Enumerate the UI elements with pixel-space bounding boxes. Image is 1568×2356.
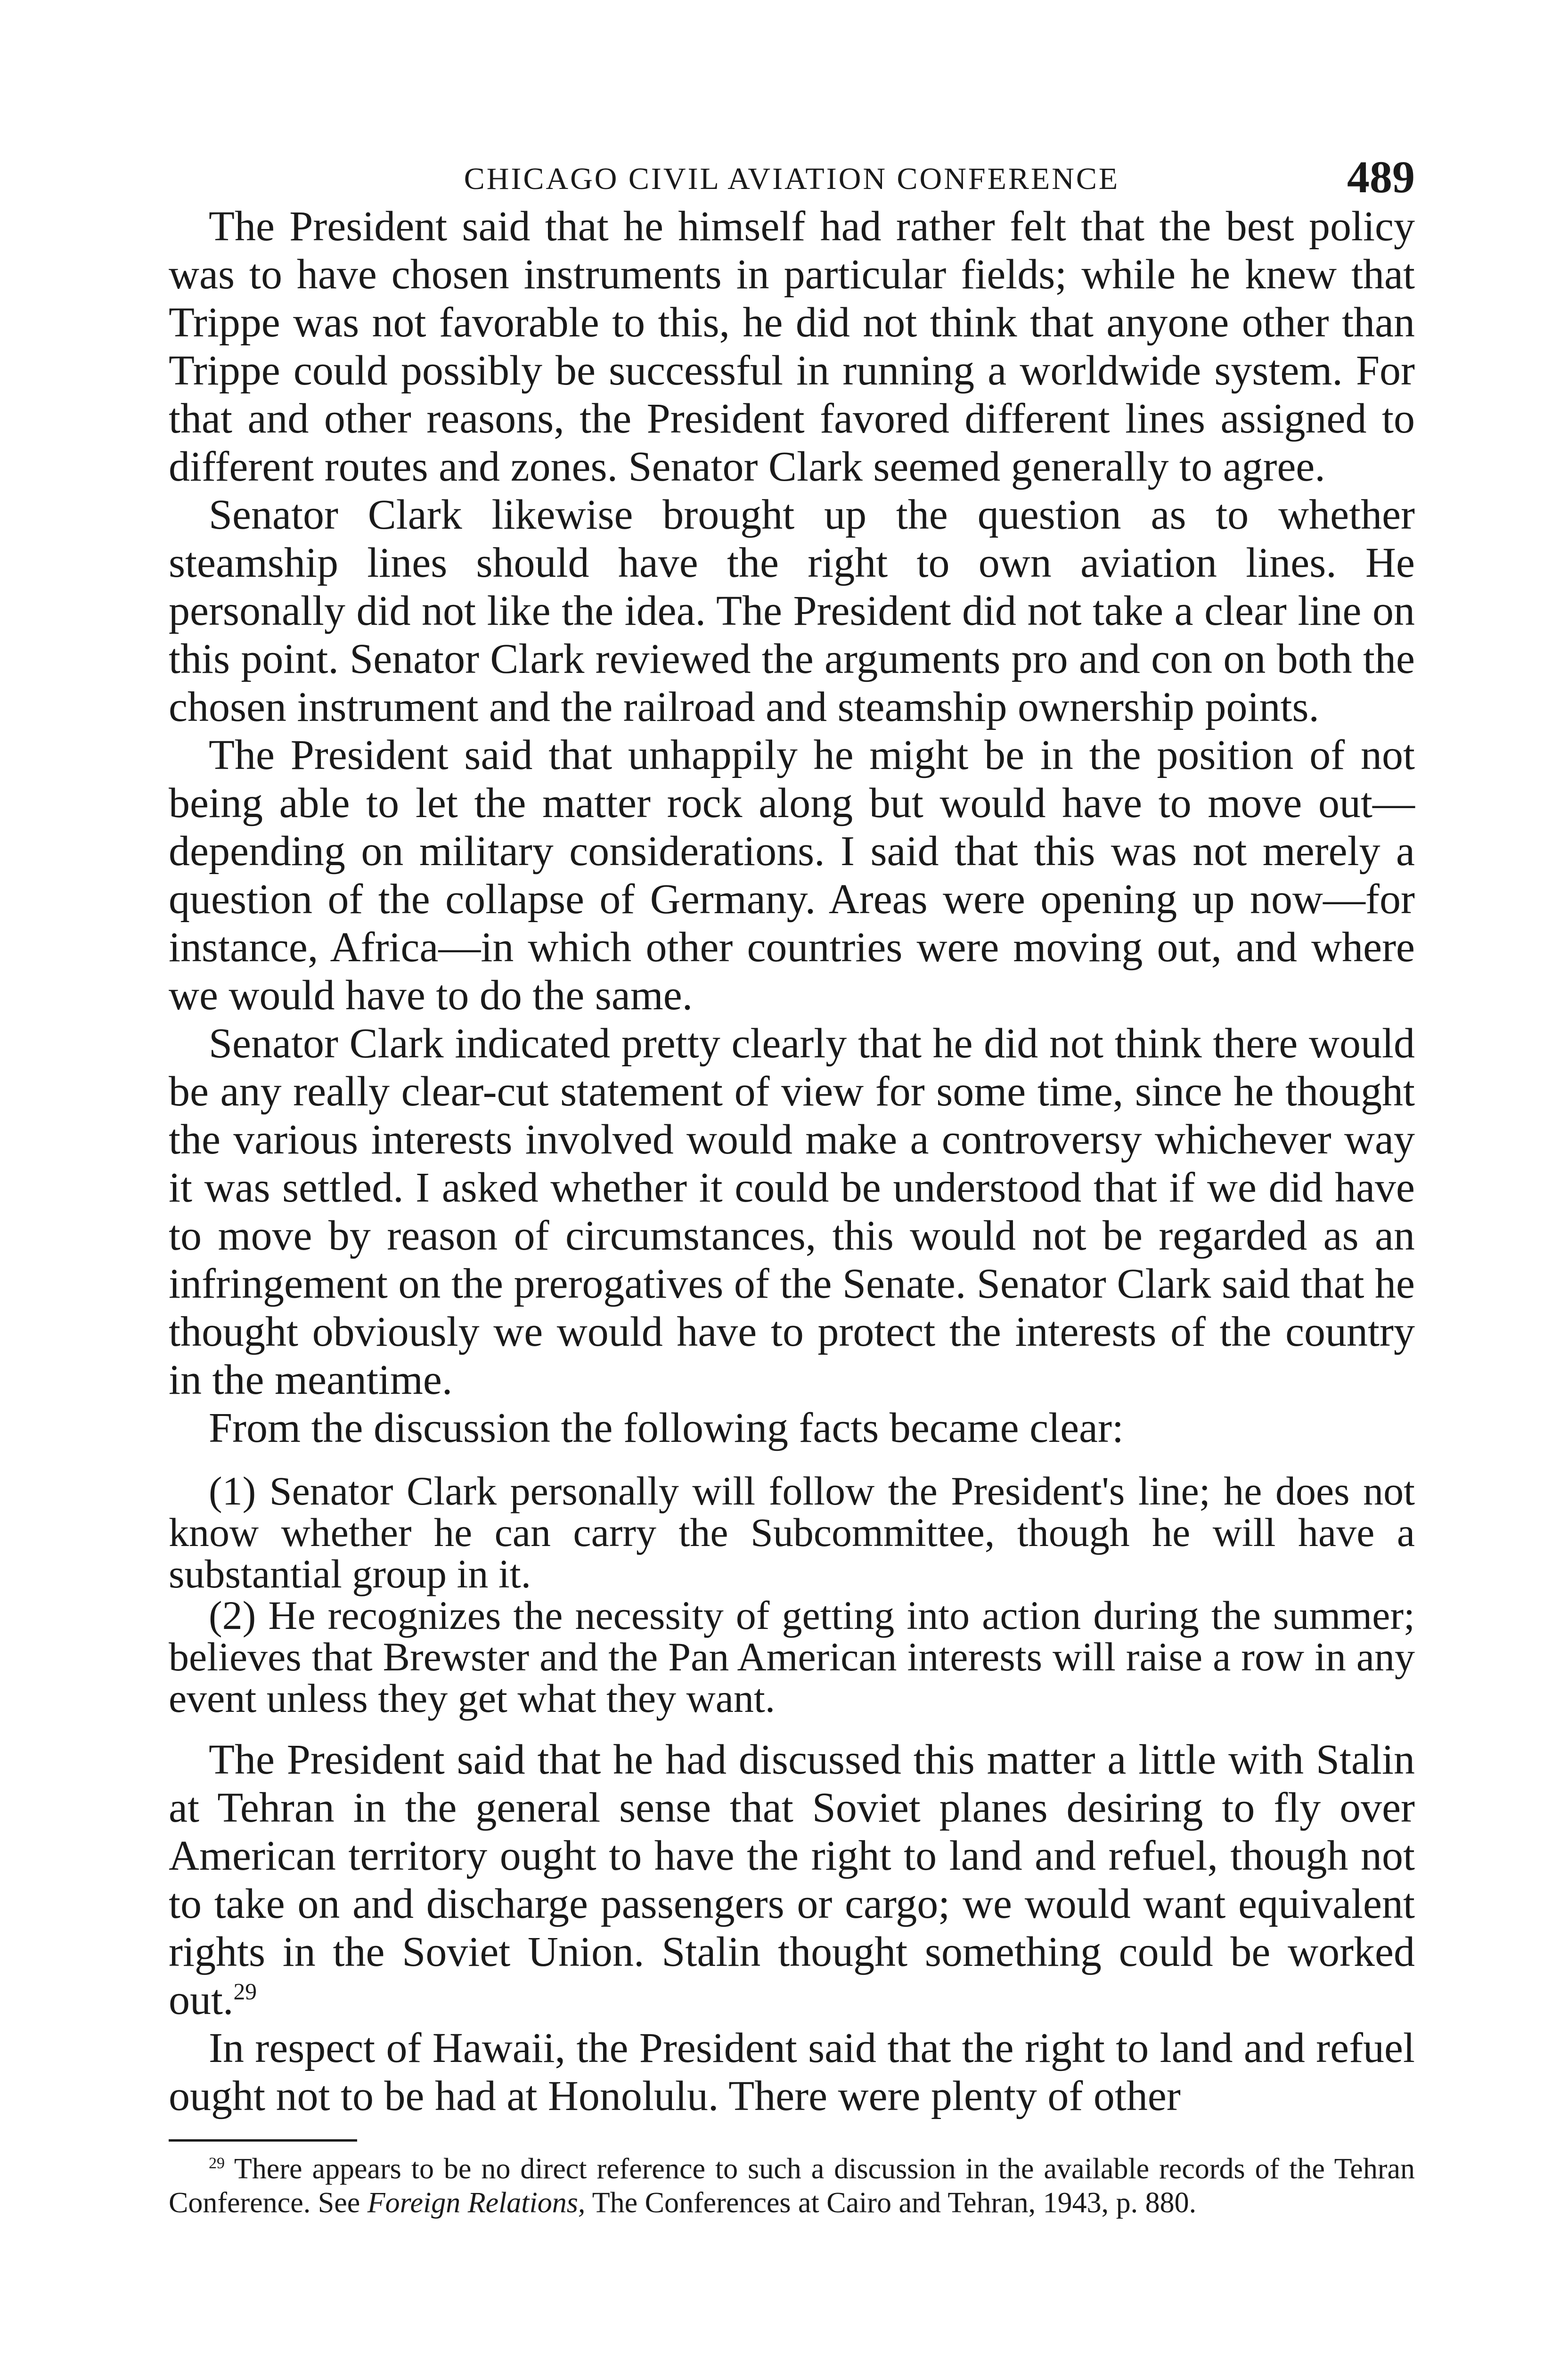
footnote-text: There appears to be no direct reference to such a discussion in the available records of the Tehran Conference. See [169,2153,1415,2219]
footnote-divider [169,2139,357,2142]
body-text [169,203,1415,2120]
paragraph-steamship: Senator Clark likewise brought up the question as to whether steamship lines should have the right to own aviation lines. He personally did not like the idea. The President did not take a clear line on this point. Senator Clark reviewed the arguments pro and con on both the chosen instrument and the railroad and steamship ownership points. [169,491,1415,730]
footnote-text-end: The Conferences at Cairo and Tehran, 1943, p. 880. [585,2187,1197,2219]
paragraph-trippe: The President said that he himself had rather felt that the best policy was to have chosen instruments in particular fields; while he knew that Trippe was not favorable to this, he did not think that anyone other than Trippe could possibly be successful in running a worldwide system. For that and other reasons, the President favored different lines assigned to different routes and zones. Senator Clark seemed generally to agree. [169,203,1415,490]
footnote [169,2152,1415,2220]
paragraph-hawaii: In respect of Hawaii, the President said that the right to land and refuel ought not to be had at Honolulu. There were plenty of other [169,2025,1415,2119]
footnote-marker: 29 [209,2154,225,2172]
running-title: CHICAGO CIVIL AVIATION CONFERENCE [464,162,1120,196]
paragraph-military: The President said that unhappily he might be in the position of not being able to let the matter rock along but would have to move out—depending on military considerations. I said that this was not merely a question of the collapse of Germany. Areas were opening up now—for instance, Africa—in which other countries were moving out, and where we would have to do the same. [169,732,1415,1019]
footnote-source-title: Foreign Relations, [367,2187,586,2219]
paragraph-stalin-text: The President said that he had discussed this matter a little with Stalin at Tehran in the general sense that Soviet planes desiring to fly over American territory ought to have the right to land and refuel, though not to take on and discharge passengers or cargo; we would want equivalent rights in the Soviet Union. Stalin thought something could be worked out. [169,1736,1415,2023]
footnote-reference: 29 [233,1979,257,2004]
paragraph-senate: Senator Clark indicated pretty clearly that he did not think there would be any really clear-cut statement of view for some time, since he thought the various interests involved would make a controversy whichever way it was settled. I asked whether it could be understood that if we did have to move by reason of circumstances, this would not be regarded as an infringement on the prerogatives of the Senate. Senator Clark said that he thought obviously we would have to protect the interests of the country in the meantime. [169,1020,1415,1403]
list-item: (1) Senator Clark personally will follow the President's line; he does not know whether he can carry the Subcommittee, though he will have a substantial group in it. [169,1468,1415,1596]
list-item: (2) He recognizes the necessity of getting into action during the summer; believes that Brewster and the Pan American interests will raise a row in any event unless they get what they want. [169,1593,1415,1721]
facts-list [169,1470,1415,1719]
document-page [169,151,1415,2220]
footnotes [169,2152,1415,2220]
page-number: 489 [1347,152,1415,202]
running-header [169,151,1415,203]
paragraph-facts-intro: From the discussion the following facts became clear: [209,1405,1124,1451]
paragraph-stalin [169,1736,1415,2024]
